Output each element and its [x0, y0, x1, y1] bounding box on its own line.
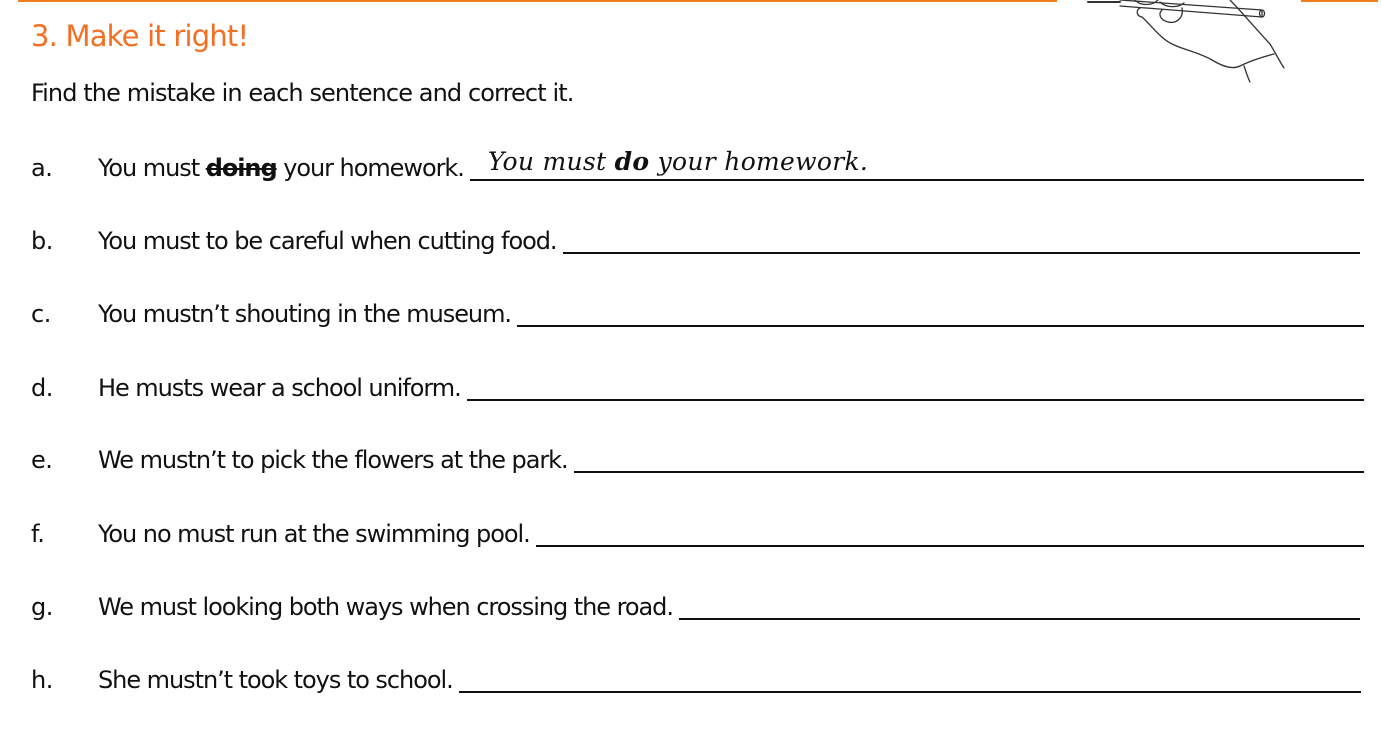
item-letter: f. [31, 520, 45, 548]
answer-text: your homework. [649, 147, 869, 176]
exercise-item-c [31, 290, 1364, 330]
exercise-item-d [31, 364, 1364, 404]
exercise-item-e [31, 436, 1364, 476]
item-letter: c. [31, 300, 51, 328]
item-sentence: You no must run at the swimming pool. [98, 520, 530, 548]
top-border-left [18, 0, 1057, 2]
item-letter: b. [31, 227, 53, 255]
item-letter: h. [31, 666, 53, 694]
item-sentence: We must looking both ways when crossing the road. [98, 593, 673, 621]
corrected-word: do [614, 147, 650, 176]
answer-field-g[interactable] [679, 586, 1360, 620]
exercise-instruction: Find the mistake in each sentence and correct it. [31, 79, 574, 107]
exercise-title: 3. Make it right! [31, 19, 249, 53]
hand-writing-icon [1080, 0, 1300, 85]
item-sentence: You mustn’t shouting in the museum. [98, 300, 511, 328]
answer-field-e[interactable] [574, 439, 1364, 473]
top-border-right [1301, 0, 1378, 2]
sentence-text: your homework. [276, 154, 464, 182]
item-letter: a. [31, 154, 53, 182]
item-letter: d. [31, 374, 53, 402]
item-sentence [98, 152, 464, 184]
answer-text: You must [487, 147, 615, 176]
answer-field-d[interactable] [467, 367, 1364, 401]
answer-field-h[interactable] [459, 659, 1361, 693]
sentence-text: You must [98, 154, 206, 182]
answer-field-f[interactable] [536, 513, 1364, 547]
exercise-item-b [31, 217, 1364, 257]
answer-field-c[interactable] [517, 293, 1364, 327]
item-sentence: He musts wear a school uniform. [98, 374, 461, 402]
answer-field-b[interactable] [563, 220, 1361, 254]
item-sentence: We mustn’t to pick the flowers at the park. [98, 446, 568, 474]
exercise-item-h [31, 656, 1364, 696]
item-sentence: You must to be careful when cutting food. [98, 227, 557, 255]
item-letter: g. [31, 593, 53, 621]
exercise-item-f [31, 510, 1364, 550]
exercise-item-g [31, 583, 1364, 623]
exercise-item-a [31, 144, 1364, 184]
answer-field-a[interactable] [470, 147, 1364, 181]
struck-mistake-word: doing [205, 154, 277, 182]
item-sentence: She mustn’t took toys to school. [98, 666, 453, 694]
item-letter: e. [31, 446, 53, 474]
